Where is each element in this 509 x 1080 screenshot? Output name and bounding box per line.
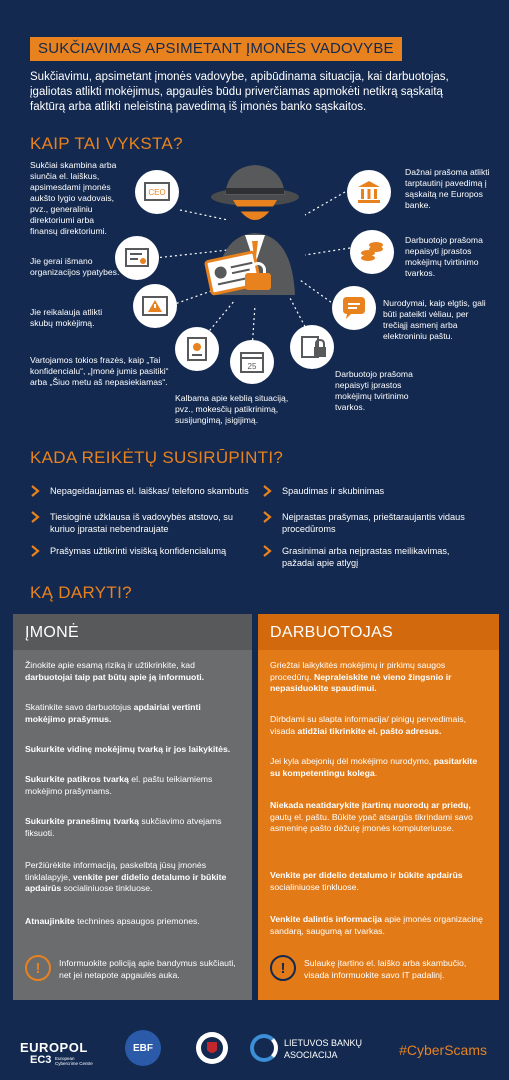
lba-logo-icon bbox=[250, 1034, 278, 1062]
chevron-right-icon bbox=[262, 511, 272, 523]
reason-item: Neįprastas prašymas, prieštaraujantis vidaus procedūroms bbox=[262, 511, 482, 535]
reason-item: Grasinimai arba neįprastas meilikavimas, pažadai apie atlygį bbox=[262, 545, 482, 569]
lock-icon bbox=[290, 325, 334, 369]
padlock-icon bbox=[245, 262, 271, 290]
svg-text:CEO: CEO bbox=[148, 188, 166, 197]
chevron-right-icon bbox=[30, 511, 40, 523]
intro-text: Sukčiavimu, apsimetant įmonės vadovybe, apibūdinama situacija, kai darbuotojas, įgaliotas atlikti mokėjimus, apgaulės būdu priverčiamas apmokėti netikrą sąskaitą faktūrą arba atlikti neleistiną pavedimą iš įmonės banko sąskaitos. bbox=[30, 71, 449, 113]
what-heading: KĄ DARYTI? bbox=[30, 583, 132, 602]
reason-item: Spaudimas ir skubinimas bbox=[262, 485, 482, 497]
confidential-icon bbox=[175, 327, 219, 371]
lba-name-line2: ASOCIACIJA bbox=[284, 1050, 338, 1060]
how-heading: KAIP TAI VYKSTA? bbox=[30, 134, 183, 153]
warning-icon: ! bbox=[25, 955, 51, 981]
reason-item: Prašymas užtikrinti visišką konfidencialumą bbox=[30, 545, 250, 557]
how-note-9: Darbuotojo prašoma nepaisyti įprastos mokėjimų tvirtinimo tvarkos. bbox=[335, 369, 413, 412]
bank-icon bbox=[347, 170, 391, 214]
how-note-4: Vartojamos tokios frazės, kaip „Tai konfidencialu“, „Įmonė jumis pasitiki“ arba „Šiuo metu aš nepasiekiamas“. bbox=[30, 355, 169, 387]
ceo-icon bbox=[135, 170, 179, 214]
certificate-icon bbox=[115, 236, 159, 280]
company-item: Žinokite apie esamą riziką ir užtikrinkite, kad darbuotojai taip pat būtų apie ją informuoti. bbox=[25, 660, 205, 682]
company-item: Atnaujinkite technines apsaugos priemones. bbox=[25, 916, 200, 926]
reason-item: Nepageidaujamas el. laiškas/ telefono skambutis bbox=[30, 485, 250, 497]
company-item: Skatinkite savo darbuotojus apdairiai vertinti mokėjimo prašymus. bbox=[25, 702, 201, 724]
chevron-right-icon bbox=[30, 545, 40, 557]
employee-item: Griežtai laikykitės mokėjimų ir pirkimų saugos procedūrų. Nepraleiskite nė vieno žingsnio ir nepasiduokite spaudimui. bbox=[270, 660, 452, 693]
how-note-7: Darbuotojo prašoma nepaisyti įprastos mokėjimų tvirtinimo tvarkos. bbox=[405, 235, 483, 278]
police-emblem-icon bbox=[195, 1030, 229, 1066]
chevron-right-icon bbox=[262, 485, 272, 497]
company-warning: Informuokite policiją apie bandymus sukčiauti, net jei netapote apgaulės auka. bbox=[59, 958, 236, 980]
company-title: ĮMONĖ bbox=[13, 614, 252, 650]
how-note-2: Jie gerai išmano organizacijos ypatybes. bbox=[30, 256, 120, 277]
company-item: Sukurkite vidinę mokėjimų tvarką ir jos laikykitės. bbox=[25, 744, 231, 754]
company-item: Sukurkite patikros tvarką el. paštu teikiamiems mokėjimo prašymams. bbox=[25, 774, 213, 796]
ebf-logo: EBF bbox=[125, 1030, 161, 1066]
employee-item: Venkite dalintis informacija apie įmonės organizacinę sandarą, saugumą ar tvarkas. bbox=[270, 914, 483, 936]
how-note-6: Dažnai prašoma atlikti tarptautinį pavedimą į sąskaitą ne Europos banke. bbox=[405, 167, 490, 210]
chevron-right-icon bbox=[262, 545, 272, 557]
employee-item: Venkite per didelio detalumo ir būkite apdairūs socialiniuose tinkluose. bbox=[270, 870, 463, 892]
employee-warning: Sulaukę įtartino el. laiško arba skambučio, visada informuokite savo IT padalinį. bbox=[304, 958, 467, 980]
hashtag: #CyberScams bbox=[399, 1042, 487, 1058]
warning-icon: ! bbox=[270, 955, 296, 981]
employee-item: Niekada neatidarykite įtartinų nuorodų ar priedų, gautų el. paštu. Būkite ypač atsargūs tikrindami savo asmeninę pašto dėžutę įmonės kompiuteriuose. bbox=[270, 800, 473, 833]
alert-icon bbox=[133, 284, 177, 328]
employee-item: Jei kyla abejonių dėl mokėjimo nurodymo, pasitarkite su kompetentingu kolega. bbox=[270, 756, 478, 778]
speech-bubble-icon bbox=[332, 286, 376, 330]
company-column bbox=[13, 614, 252, 1000]
employee-column bbox=[258, 614, 499, 1000]
how-note-3: Jie reikalauja atlikti skubų mokėjimą. bbox=[30, 307, 103, 328]
employee-title: DARBUOTOJAS bbox=[258, 614, 499, 650]
lba-name-line1: LIETUVOS BANKŲ bbox=[284, 1038, 363, 1048]
coins-icon bbox=[350, 230, 394, 274]
page-title: SUKČIAVIMAS APSIMETANT ĮMONĖS VADOVYBE bbox=[38, 40, 394, 57]
when-heading: KADA REIKĖTŲ SUSIRŪPINTI? bbox=[30, 448, 284, 467]
footer: EUROPOL EC3 European Cybercrime Centre EBF LIETUVOS BANKŲ ASOCIACIJA #CyberScams bbox=[0, 1020, 509, 1080]
svg-text:25: 25 bbox=[247, 362, 257, 371]
chevron-right-icon bbox=[30, 485, 40, 497]
reason-item: Tiesioginė užklausa iš vadovybės atstovo, su kuriuo įprastai nebendraujate bbox=[30, 511, 250, 535]
how-note-5: Kalbama apie keblią situaciją, pvz., mokesčių patikrinimą, susijungimą, įsigijimą. bbox=[175, 393, 289, 425]
how-note-8: Nurodymai, kaip elgtis, gali būti pateikti vėliau, per trečiąjį asmenį arba elektroniniu paštu. bbox=[383, 298, 486, 341]
employee-item: Dirbdami su slapta informacija/ pinigų pervedimais, visada atidžiai tikrinkite el. pašto adresus. bbox=[270, 714, 467, 736]
calendar-icon bbox=[230, 340, 274, 384]
company-item: Peržiūrėkite informaciją, paskelbtą jūsų įmonės tinklalapyje, venkite per didelio detalumo ir būkite apdairūs socialiniuose tinkluose. bbox=[25, 860, 227, 893]
company-item: Sukurkite pranešimų tvarką sukčiavimo atvejams fiksuoti. bbox=[25, 816, 222, 838]
how-note-1: Sukčiai skambina arba siunčia el. laiškus, apsimesdami įmonės aukšto lygio vadovais, pvz., generaliniu direktoriumi arba finansų direktoriumi. bbox=[30, 160, 117, 236]
